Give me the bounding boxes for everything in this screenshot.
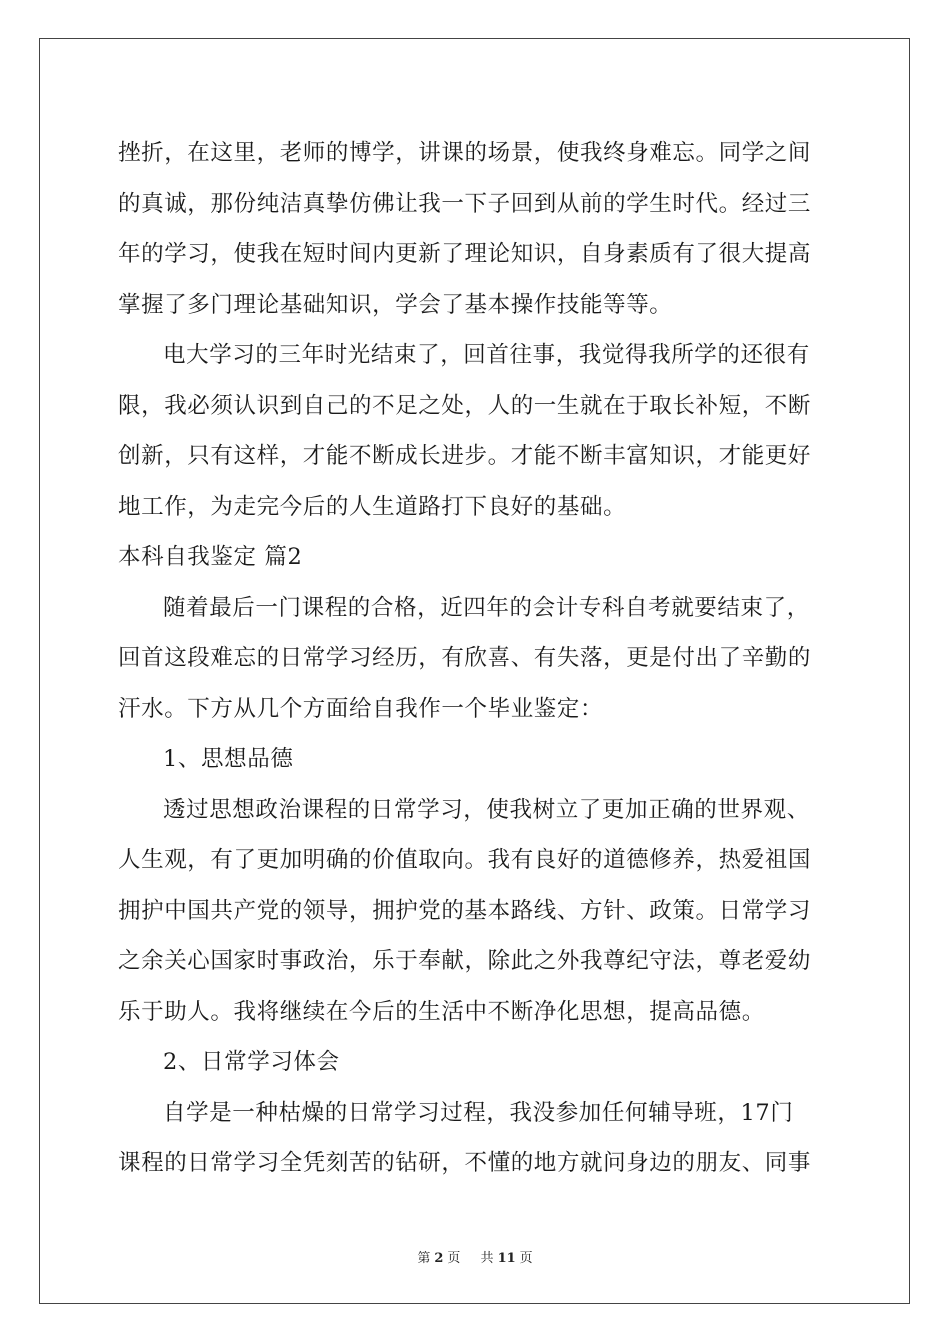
text-line: 课程的日常学习全凭刻苦的钻研，不懂的地方就问身边的朋友、同事 — [118, 1150, 812, 1176]
total-suffix: 页 — [519, 1251, 533, 1266]
page-suffix: 页 — [447, 1251, 461, 1266]
text-line: 1、思想品德 — [163, 746, 294, 772]
text-line: 2、日常学习体会 — [163, 1049, 340, 1075]
text-line: 人生观，有了更加明确的价值取向。我有良好的道德修养，热爱祖国 — [118, 847, 812, 873]
total-indicator — [477, 1251, 537, 1266]
text-line: 掌握了多门理论基础知识，学会了基本操作技能等等。 — [118, 291, 673, 318]
page-number: 2 — [434, 1251, 444, 1266]
text-line: 回首这段难忘的日常学习经历，有欣喜、有失落，更是付出了辛勤的 — [118, 645, 812, 671]
text-line: 之余关心国家时事政治，乐于奉献，除此之外我尊纪守法，尊老爱幼 — [118, 948, 812, 974]
text-line: 限，我必须认识到自己的不足之处，人的一生就在于取长补短，不断 — [118, 392, 812, 419]
text-line: 透过思想政治课程的日常学习，使我树立了更加正确的世界观、 — [163, 796, 810, 823]
text-line: 汗水。下方从几个方面给自我作一个毕业鉴定： — [118, 695, 604, 722]
document-body — [118, 128, 834, 1189]
page-footer — [0, 1247, 950, 1266]
text-line: 的真诚，那份纯洁真挚仿佛让我一下子回到从前的学生时代。经过三 — [118, 190, 812, 217]
text-line: 创新，只有这样，才能不断成长进步。才能不断丰富知识，才能更好 — [118, 443, 812, 469]
text-line: 年的学习，使我在短时间内更新了理论知识，自身素质有了很大提高 — [118, 241, 812, 267]
text-line: 乐于助人。我将继续在今后的生活中不断净化思想，提高品德。 — [118, 998, 765, 1025]
text-line: 地工作，为走完今后的人生道路打下良好的基础。 — [118, 493, 627, 520]
text-line: 电大学习的三年时光结束了，回首往事，我觉得我所学的还很有 — [163, 342, 810, 368]
total-prefix: 共 — [480, 1251, 494, 1266]
text-line: 挫折，在这里，老师的博学，讲课的场景，使我终身难忘。同学之间 — [118, 140, 812, 166]
page-indicator — [413, 1251, 464, 1266]
text-line: 随着最后一门课程的合格，近四年的会计专科自考就要结束了， — [163, 594, 810, 621]
page-prefix: 第 — [417, 1251, 431, 1266]
text-line: 自学是一种枯燥的日常学习过程，我没参加任何辅导班，17门 — [163, 1099, 794, 1126]
section-heading: 本科自我鉴定 篇2 — [118, 544, 303, 570]
text-line: 拥护中国共产党的领导，拥护党的基本路线、方针、政策。日常学习 — [118, 897, 812, 924]
total-pages: 11 — [497, 1251, 516, 1266]
